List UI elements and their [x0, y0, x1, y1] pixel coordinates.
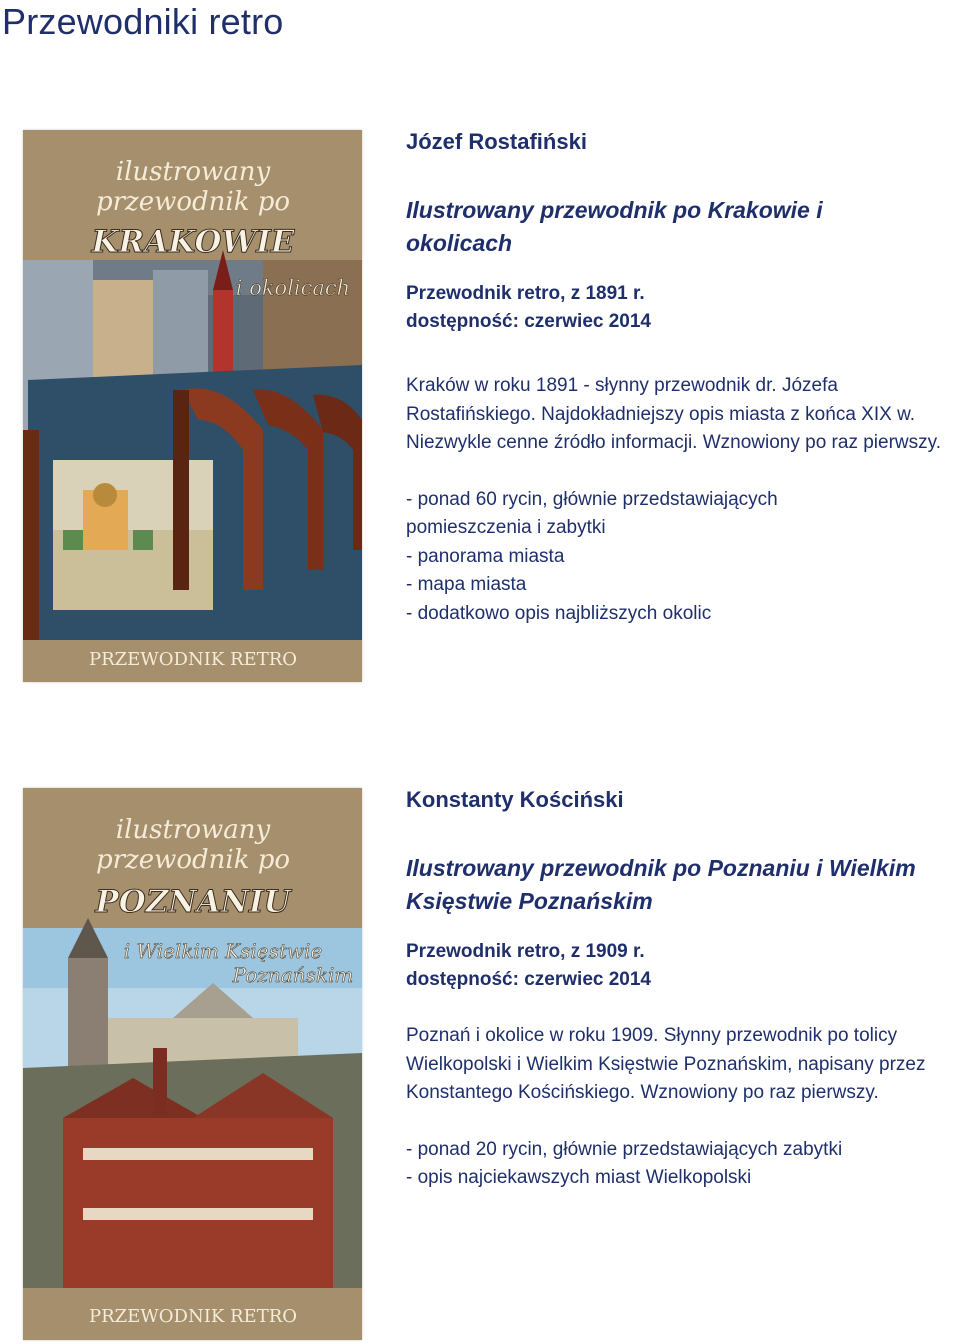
- feature-item: - ponad 20 rycin, głównie przedstawiających zabytki: [406, 1138, 843, 1160]
- book-availability: dostępność: czerwiec 2014: [406, 969, 651, 990]
- cover-city: POZNANIU: [95, 884, 291, 920]
- book-cover-krakow[interactable]: [23, 130, 362, 682]
- book-edition: Przewodnik retro, z 1891 r.: [406, 283, 645, 304]
- cover-city: KRAKOWIE: [91, 224, 295, 260]
- book-cover-poznan[interactable]: [23, 788, 362, 1340]
- book-meta: [406, 280, 951, 336]
- book-title[interactable]: Ilustrowany przewodnik po Krakowie i okolicach: [406, 197, 823, 256]
- page-title: Przewodniki retro: [2, 1, 284, 42]
- book-description: Poznań i okolice w roku 1909. Słynny przewodnik po tolicy Wielkopolski i Wielkim Księstwie Poznańskim, napisany przez Konstantego Kościńskiego. Wznowiony po raz pierwszy.: [406, 1025, 926, 1103]
- book-info-poznan: [406, 786, 951, 1193]
- feature-item: - mapa miasta: [406, 574, 527, 595]
- cover-line2: przewodnik po: [95, 187, 291, 217]
- cover-sub2: Poznańskim: [232, 963, 354, 987]
- book-author: Józef Rostafiński: [406, 129, 587, 154]
- cover-series: PRZEWODNIK RETRO: [88, 1306, 298, 1327]
- book-availability: dostępność: czerwiec 2014: [406, 311, 651, 332]
- book-title[interactable]: Ilustrowany przewodnik po Poznaniu i Wielkim Księstwie Poznańskim: [406, 855, 916, 914]
- cover-series: PRZEWODNIK RETRO: [88, 649, 298, 670]
- feature-item: - dodatkowo opis najbliższych okolic: [406, 602, 712, 624]
- cover-line1: ilustrowany: [115, 815, 271, 845]
- cover-line2: przewodnik po: [95, 845, 291, 875]
- book-meta: [406, 938, 951, 994]
- book-info-krakow: [406, 128, 951, 628]
- feature-item: - panorama miasta: [406, 545, 565, 567]
- book-features: [406, 1136, 846, 1193]
- cover-krakow-illustration: [23, 130, 362, 682]
- book-author: Konstanty Kościński: [406, 787, 624, 812]
- book-features: [406, 486, 846, 629]
- cover-sub: i okolicach: [235, 276, 351, 300]
- feature-item: - opis najciekawszych miast Wielkopolski: [406, 1167, 752, 1188]
- book-description: Kraków w roku 1891 - słynny przewodnik dr. Józefa Rostafińskiego. Najdokładniejszy opis miasta z końca XIX w. Niezwykle cenne źródło informacji. Wznowiony po raz pierwszy.: [406, 375, 942, 453]
- feature-item: - ponad 60 rycin, głównie przedstawiających pomieszczenia i zabytki: [406, 488, 778, 538]
- book-edition: Przewodnik retro, z 1909 r.: [406, 941, 645, 962]
- cover-poznan-illustration: [23, 788, 362, 1340]
- cover-sub1: i Wielkim Księstwie: [123, 939, 323, 963]
- cover-line1: ilustrowany: [115, 157, 271, 187]
